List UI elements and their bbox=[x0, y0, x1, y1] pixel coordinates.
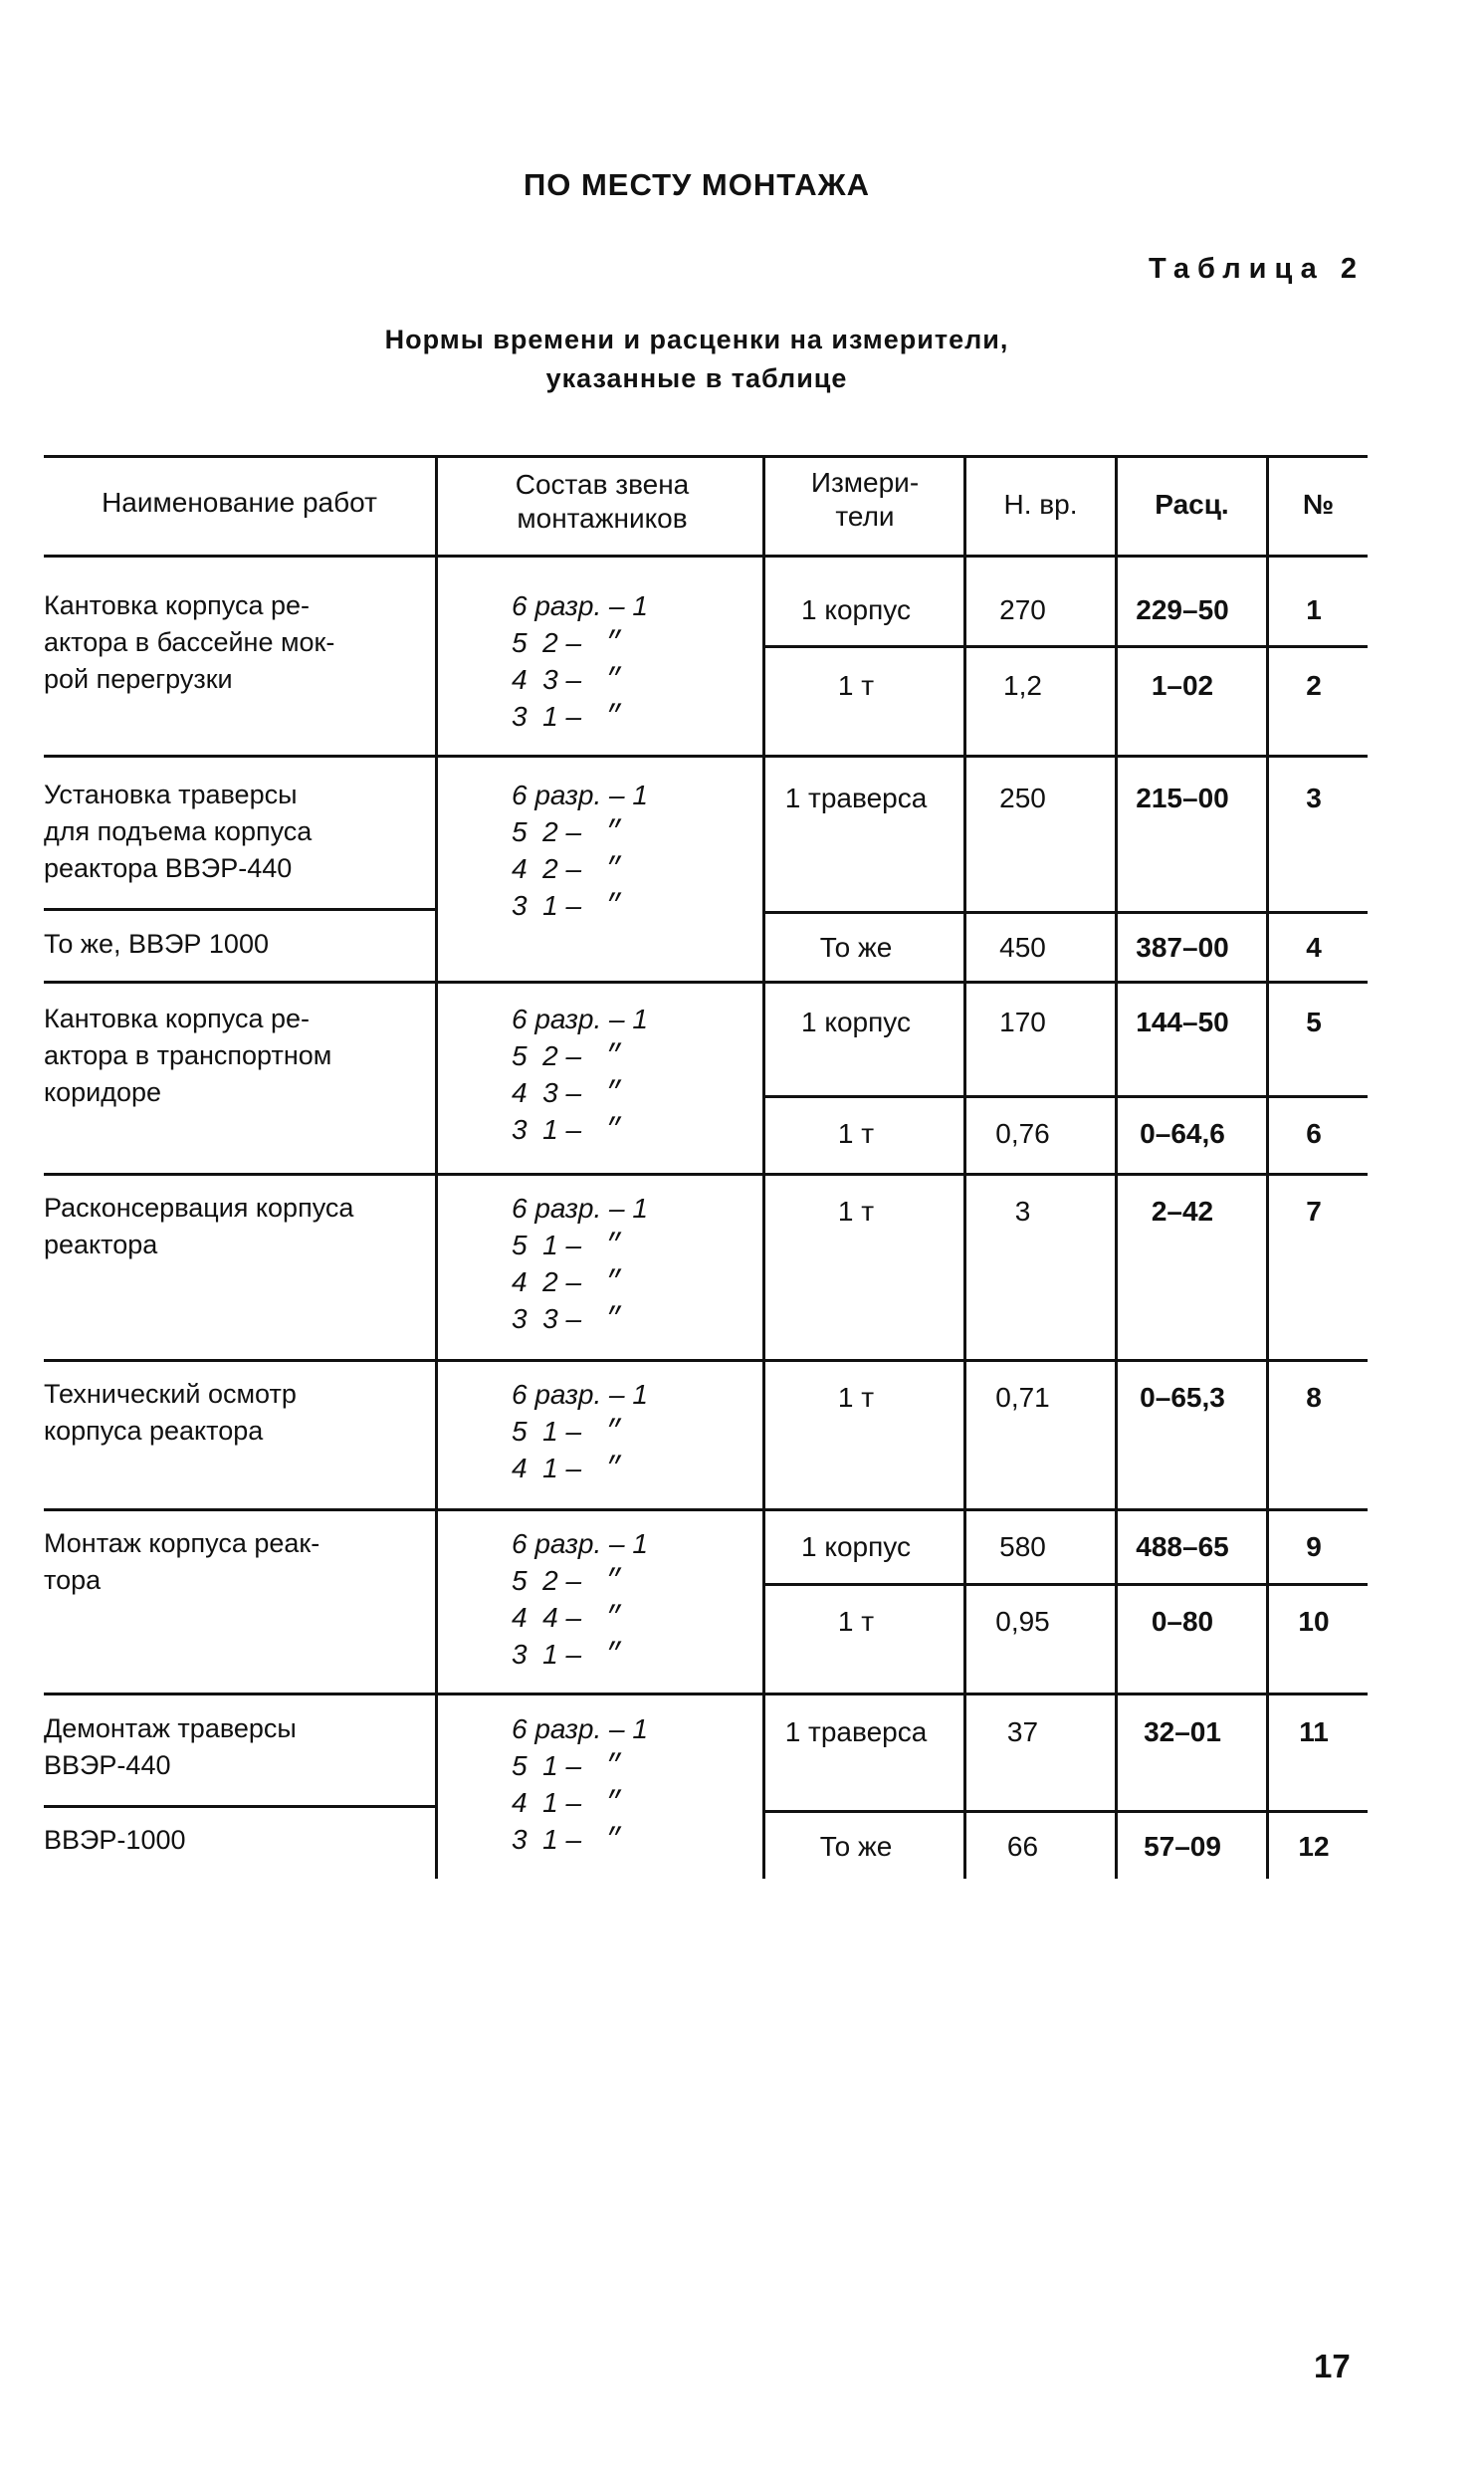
unit-cell: 1 траверса bbox=[784, 783, 928, 813]
unit-cell: 1 т bbox=[837, 1118, 875, 1149]
header-norm: Н. вр. bbox=[1003, 489, 1078, 520]
rate-cell: 144–50 bbox=[1136, 1007, 1229, 1037]
row-number: 3 bbox=[1306, 783, 1322, 813]
crew-composition: 6 разр. – 1 5 ״ – 2 4 ״ – 4 3 ״ – 1 bbox=[512, 1528, 648, 1670]
crew-composition: 6 разр. – 1 5 ״ – 2 4 ״ – 3 3 ״ – 1 bbox=[512, 1004, 648, 1145]
row-divider bbox=[44, 1805, 438, 1808]
row-divider bbox=[764, 1583, 1368, 1586]
row-number: 8 bbox=[1306, 1382, 1322, 1413]
row-divider bbox=[764, 1810, 1368, 1813]
norm-cell: 270 bbox=[999, 594, 1046, 625]
row-number: 5 bbox=[1306, 1007, 1322, 1037]
unit-cell: 1 корпус bbox=[801, 1531, 911, 1562]
row-number: 1 bbox=[1306, 594, 1322, 625]
group-divider bbox=[44, 1173, 1368, 1176]
unit-cell: То же bbox=[819, 932, 893, 963]
page-number: 17 bbox=[1314, 2348, 1351, 2384]
norm-cell: 0,71 bbox=[995, 1382, 1050, 1413]
row-divider bbox=[764, 1095, 1368, 1098]
rate-cell: 0–80 bbox=[1151, 1606, 1214, 1637]
row-number: 2 bbox=[1306, 670, 1322, 701]
work-name-sub: ВВЭР-1000 bbox=[44, 1825, 186, 1855]
rate-cell: 2–42 bbox=[1151, 1196, 1214, 1227]
row-number: 6 bbox=[1306, 1118, 1322, 1149]
rate-cell: 57–09 bbox=[1144, 1831, 1221, 1862]
unit-cell: 1 т bbox=[837, 1606, 875, 1637]
norm-cell: 450 bbox=[999, 932, 1046, 963]
group-divider bbox=[44, 755, 1368, 758]
unit-cell: 1 т bbox=[837, 1196, 875, 1227]
crew-composition: 6 разр. – 1 5 ״ – 1 4 ״ – 2 3 ״ – 3 bbox=[512, 1193, 648, 1334]
row-divider bbox=[44, 908, 438, 911]
row-number: 4 bbox=[1306, 932, 1322, 963]
norm-cell: 170 bbox=[999, 1007, 1046, 1037]
work-name: Демонтаж траверсы ВВЭР-440 bbox=[44, 1713, 297, 1780]
group-divider bbox=[44, 981, 1368, 984]
table-caption-line1: Нормы времени и расценки на измерители, bbox=[384, 325, 1009, 354]
rate-cell: 387–00 bbox=[1136, 932, 1229, 963]
group-divider bbox=[44, 1693, 1368, 1695]
row-number: 11 bbox=[1299, 1716, 1329, 1747]
rate-cell: 1–02 bbox=[1151, 670, 1214, 701]
table-top-rule bbox=[44, 455, 1368, 458]
crew-composition: 6 разр. – 1 5 ״ – 1 4 ״ – 1 3 ״ – 1 bbox=[512, 1713, 648, 1855]
work-name: Установка траверсы для подъема корпуса реактора ВВЭР-440 bbox=[44, 780, 313, 883]
rate-cell: 215–00 bbox=[1136, 783, 1229, 813]
unit-cell: 1 корпус bbox=[801, 1007, 911, 1037]
rate-cell: 0–65,3 bbox=[1140, 1382, 1225, 1413]
table-label: Таблица 2 bbox=[1148, 253, 1365, 285]
header-name: Наименование работ bbox=[102, 487, 377, 518]
norm-cell: 250 bbox=[999, 783, 1046, 813]
header-unit: Измери- тели bbox=[810, 467, 920, 532]
crew-composition: 6 разр. – 1 5 ״ – 2 4 ״ – 2 3 ״ – 1 bbox=[512, 780, 648, 921]
row-number: 10 bbox=[1298, 1606, 1330, 1637]
rate-cell: 32–01 bbox=[1144, 1716, 1221, 1747]
work-name: Расконсервация корпуса реактора bbox=[44, 1193, 354, 1259]
row-number: 7 bbox=[1306, 1196, 1322, 1227]
work-name: Технический осмотр корпуса реактора bbox=[44, 1379, 297, 1446]
col-rule bbox=[435, 455, 438, 1879]
work-name: Кантовка корпуса ре- актора в бассейне мок- рой перегрузки bbox=[44, 590, 335, 694]
rate-cell: 229–50 bbox=[1136, 594, 1229, 625]
norm-cell: 66 bbox=[1006, 1831, 1039, 1862]
unit-cell: 1 т bbox=[837, 1382, 875, 1413]
norm-cell: 37 bbox=[1006, 1716, 1039, 1747]
norm-cell: 3 bbox=[1014, 1196, 1031, 1227]
crew-composition: 6 разр. – 1 5 ״ – 1 4 ״ – 1 bbox=[512, 1379, 648, 1483]
norm-cell: 1,2 bbox=[1003, 670, 1042, 701]
header-bottom-rule bbox=[44, 555, 1368, 558]
group-divider bbox=[44, 1508, 1368, 1511]
work-name: Кантовка корпуса ре- актора в транспортном коридоре bbox=[44, 1004, 332, 1107]
rate-cell: 0–64,6 bbox=[1140, 1118, 1225, 1149]
header-crew: Состав звена монтажников bbox=[515, 469, 690, 534]
crew-composition: 6 разр. – 1 5 ״ – 2 4 ״ – 3 3 ״ – 1 bbox=[512, 590, 648, 732]
group-divider bbox=[44, 1359, 1368, 1362]
norm-cell: 0,76 bbox=[995, 1118, 1050, 1149]
row-number: 12 bbox=[1298, 1831, 1330, 1862]
work-name-sub: То же, ВВЭР 1000 bbox=[44, 929, 269, 959]
unit-cell: 1 корпус bbox=[801, 594, 911, 625]
unit-cell: 1 т bbox=[837, 670, 875, 701]
header-num: № bbox=[1302, 489, 1335, 520]
unit-cell: То же bbox=[819, 1831, 893, 1862]
row-divider bbox=[764, 645, 1368, 648]
header-rate: Расц. bbox=[1155, 489, 1229, 520]
row-divider bbox=[764, 911, 1368, 914]
work-name: Монтаж корпуса реак- тора bbox=[44, 1528, 320, 1595]
section-title: ПО МЕСТУ МОНТАЖА bbox=[523, 167, 871, 202]
unit-cell: 1 траверса bbox=[784, 1716, 928, 1747]
row-number: 9 bbox=[1306, 1531, 1322, 1562]
rate-cell: 488–65 bbox=[1136, 1531, 1229, 1562]
norm-cell: 580 bbox=[999, 1531, 1046, 1562]
table-caption-line2: указанные в таблице bbox=[545, 363, 848, 393]
norm-cell: 0,95 bbox=[995, 1606, 1050, 1637]
